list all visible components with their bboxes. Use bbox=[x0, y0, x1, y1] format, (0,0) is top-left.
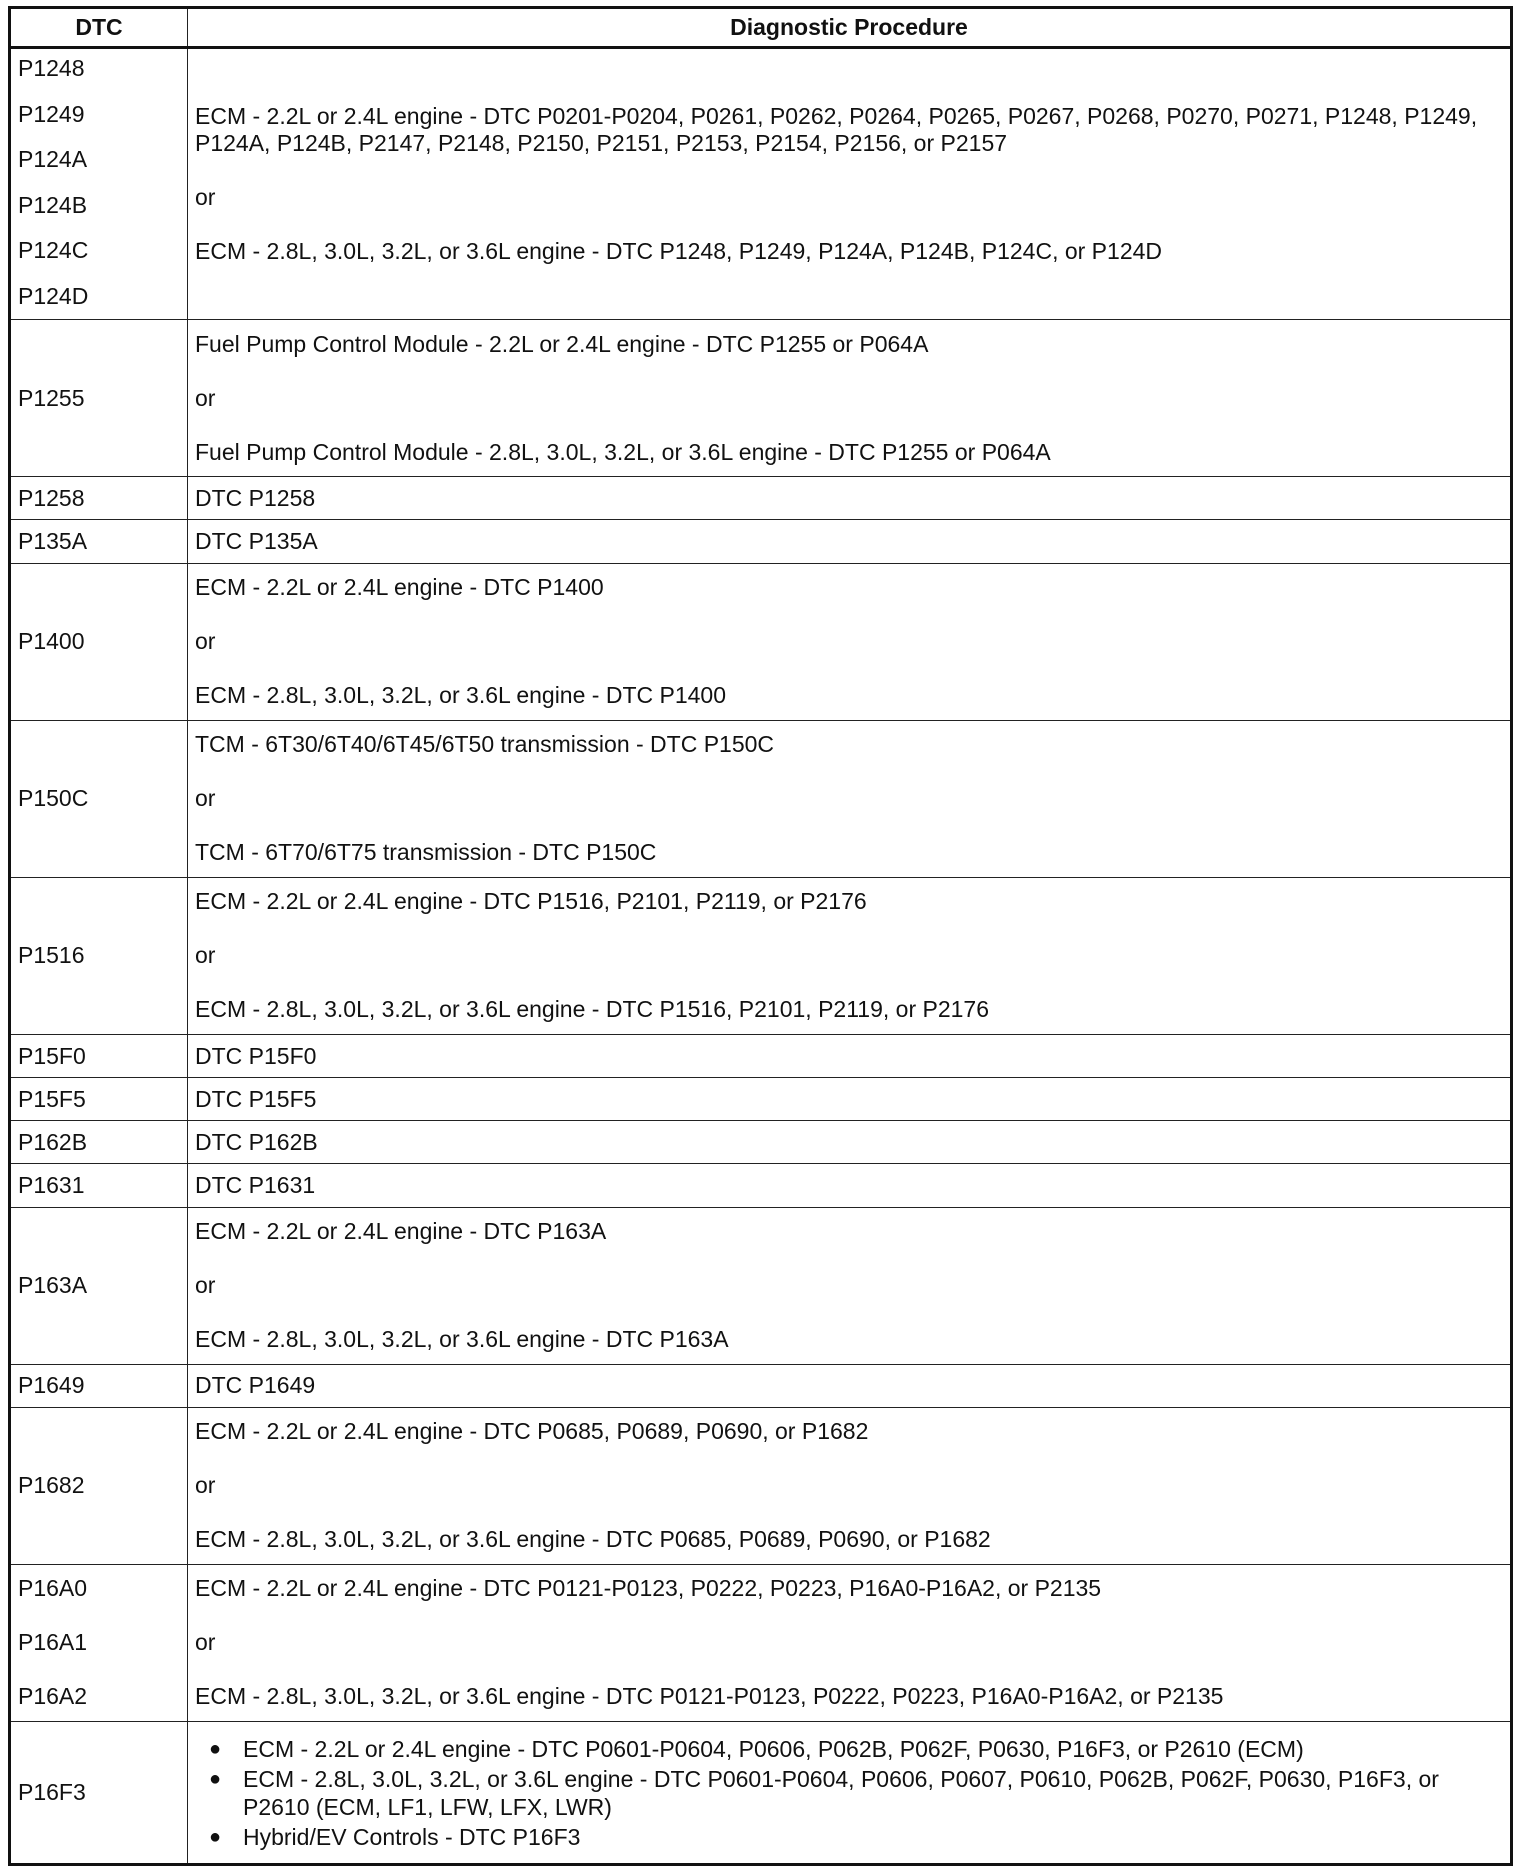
table-row bbox=[10, 1164, 1512, 1207]
procedure-cell bbox=[188, 1722, 1512, 1865]
procedure-cell bbox=[188, 1564, 1512, 1721]
dtc-code: P150C bbox=[18, 785, 89, 812]
procedure-cell bbox=[188, 1407, 1512, 1564]
dtc-code: P1516 bbox=[18, 942, 85, 969]
bullet-item: ● ECM - 2.8L, 3.0L, 3.2L, or 3.6L engine - DTC P0601-P0604, P0606, P0607, P0610, P062B, P062F, P0630, P16F3, or P2610 (ECM, LF1, LFW, LFX, LWR) bbox=[195, 1765, 1503, 1821]
dtc-code: P1248 bbox=[18, 55, 85, 81]
dtc-table bbox=[8, 6, 1513, 1866]
procedure-cell: DTC P1649 bbox=[188, 1364, 1512, 1407]
dtc-code: P16A2 bbox=[18, 1683, 88, 1710]
procedure-line: TCM - 6T30/6T40/6T45/6T50 transmission - DTC P150C bbox=[195, 731, 775, 758]
procedure-line: ECM - 2.2L or 2.4L engine - DTC P163A bbox=[195, 1218, 607, 1245]
procedure-cell bbox=[188, 720, 1512, 877]
procedure-cell bbox=[188, 320, 1512, 477]
procedure-cell bbox=[188, 877, 1512, 1034]
dtc-code: P1400 bbox=[18, 628, 85, 655]
table-row bbox=[10, 477, 1512, 520]
bullet-item: ● Hybrid/EV Controls - DTC P16F3 bbox=[195, 1823, 1503, 1851]
dtc-cell bbox=[10, 320, 188, 477]
table-row bbox=[10, 520, 1512, 563]
dtc-cell: P1649 bbox=[10, 1364, 188, 1407]
dtc-cell: P15F0 bbox=[10, 1035, 188, 1078]
procedure-line: ECM - 2.2L or 2.4L engine - DTC P1400 bbox=[195, 574, 604, 601]
procedure-line: ECM - 2.8L, 3.0L, 3.2L, or 3.6L engine - DTC P0121-P0123, P0222, P0223, P16A0-P16A2, or P2135 bbox=[195, 1683, 1224, 1710]
procedure-line: TCM - 6T70/6T75 transmission - DTC P150C bbox=[195, 839, 657, 866]
bullet-item: ● ECM - 2.2L or 2.4L engine - DTC P0601-P0604, P0606, P062B, P062F, P0630, P16F3, or P2610 (ECM) bbox=[195, 1735, 1503, 1763]
table-row bbox=[10, 877, 1512, 1034]
procedure-cell bbox=[188, 563, 1512, 720]
procedure-line: ECM - 2.8L, 3.0L, 3.2L, or 3.6L engine - DTC P163A bbox=[195, 1326, 729, 1353]
procedure-cell: DTC P15F0 bbox=[188, 1035, 1512, 1078]
dtc-code: P1255 bbox=[18, 384, 85, 411]
procedure-line: ECM - 2.8L, 3.0L, 3.2L, or 3.6L engine - DTC P1516, P2101, P2119, or P2176 bbox=[195, 996, 989, 1023]
procedure-or: or bbox=[195, 628, 216, 655]
table-row bbox=[10, 320, 1512, 477]
procedure-or: or bbox=[195, 1472, 216, 1499]
table-row bbox=[10, 1722, 1512, 1865]
dtc-cell: P162B bbox=[10, 1121, 188, 1164]
table-row bbox=[10, 1407, 1512, 1564]
table-row bbox=[10, 1121, 1512, 1164]
dtc-code: P163A bbox=[18, 1272, 88, 1299]
procedure-line: ECM - 2.8L, 3.0L, 3.2L, or 3.6L engine - DTC P1400 bbox=[195, 682, 726, 709]
procedure-or: or bbox=[195, 184, 216, 211]
dtc-code: P16A1 bbox=[18, 1629, 88, 1656]
procedure-or: or bbox=[195, 1272, 216, 1299]
procedure-line: ECM - 2.8L, 3.0L, 3.2L, or 3.6L engine - DTC P0685, P0689, P0690, or P1682 bbox=[195, 1526, 991, 1553]
dtc-cell bbox=[10, 1407, 188, 1564]
procedure-cell: DTC P1258 bbox=[188, 477, 1512, 520]
dtc-code: P16A0 bbox=[18, 1575, 88, 1602]
procedure-line: Fuel Pump Control Module - 2.2L or 2.4L engine - DTC P1255 or P064A bbox=[195, 330, 929, 357]
dtc-code: P1682 bbox=[18, 1472, 85, 1499]
dtc-cell bbox=[10, 1207, 188, 1364]
procedure-line: ECM - 2.8L, 3.0L, 3.2L, or 3.6L engine - DTC P1248, P1249, P124A, P124B, P124C, or P124D bbox=[195, 238, 1163, 265]
dtc-cell: P1631 bbox=[10, 1164, 188, 1207]
header-row bbox=[10, 8, 1512, 48]
procedure-or: or bbox=[195, 942, 216, 969]
table-row bbox=[10, 720, 1512, 877]
dtc-cell: P1258 bbox=[10, 477, 188, 520]
table-row bbox=[10, 48, 1512, 320]
dtc-code: P124D bbox=[18, 282, 89, 309]
table-row bbox=[10, 563, 1512, 720]
dtc-cell bbox=[10, 48, 188, 320]
procedure-cell bbox=[188, 1207, 1512, 1364]
dtc-code: P124B bbox=[18, 191, 88, 218]
header-dtc: DTC bbox=[10, 8, 188, 48]
procedure-cell: DTC P162B bbox=[188, 1121, 1512, 1164]
procedure-or: or bbox=[195, 384, 216, 411]
procedure-line: ECM - 2.2L or 2.4L engine - DTC P0201-P0204, P0261, P0262, P0264, P0265, P0267, P0268, P0270, P0271, P1248, P1249, P124A, P124B, P2147, P2148, P2150, P2151, P2153, P2154, P2156, or P2157 bbox=[195, 103, 1478, 157]
dtc-code: P124A bbox=[18, 146, 88, 173]
dtc-cell bbox=[10, 563, 188, 720]
procedure-cell: DTC P15F5 bbox=[188, 1078, 1512, 1121]
table-row bbox=[10, 1564, 1512, 1721]
bullet-list bbox=[195, 1735, 1503, 1851]
dtc-code: P1249 bbox=[18, 100, 85, 127]
table-row bbox=[10, 1035, 1512, 1078]
dtc-cell: P135A bbox=[10, 520, 188, 563]
procedure-cell: DTC P1631 bbox=[188, 1164, 1512, 1207]
header-procedure: Diagnostic Procedure bbox=[188, 8, 1512, 48]
procedure-line: ECM - 2.2L or 2.4L engine - DTC P1516, P2101, P2119, or P2176 bbox=[195, 888, 867, 915]
procedure-line: Fuel Pump Control Module - 2.8L, 3.0L, 3.2L, or 3.6L engine - DTC P1255 or P064A bbox=[195, 438, 1051, 465]
table-row bbox=[10, 1207, 1512, 1364]
procedure-cell: DTC P135A bbox=[188, 520, 1512, 563]
table-row bbox=[10, 1364, 1512, 1407]
procedure-or: or bbox=[195, 1629, 216, 1656]
dtc-cell bbox=[10, 720, 188, 877]
procedure-cell bbox=[188, 48, 1512, 320]
dtc-cell: P15F5 bbox=[10, 1078, 188, 1121]
procedure-line: ECM - 2.2L or 2.4L engine - DTC P0685, P0689, P0690, or P1682 bbox=[195, 1418, 869, 1445]
dtc-cell bbox=[10, 1564, 188, 1721]
table-row bbox=[10, 1078, 1512, 1121]
procedure-line: ECM - 2.2L or 2.4L engine - DTC P0121-P0123, P0222, P0223, P16A0-P16A2, or P2135 bbox=[195, 1575, 1102, 1602]
dtc-code: P124C bbox=[18, 237, 89, 264]
dtc-cell bbox=[10, 877, 188, 1034]
dtc-cell: P16F3 bbox=[10, 1722, 188, 1865]
procedure-or: or bbox=[195, 785, 216, 812]
